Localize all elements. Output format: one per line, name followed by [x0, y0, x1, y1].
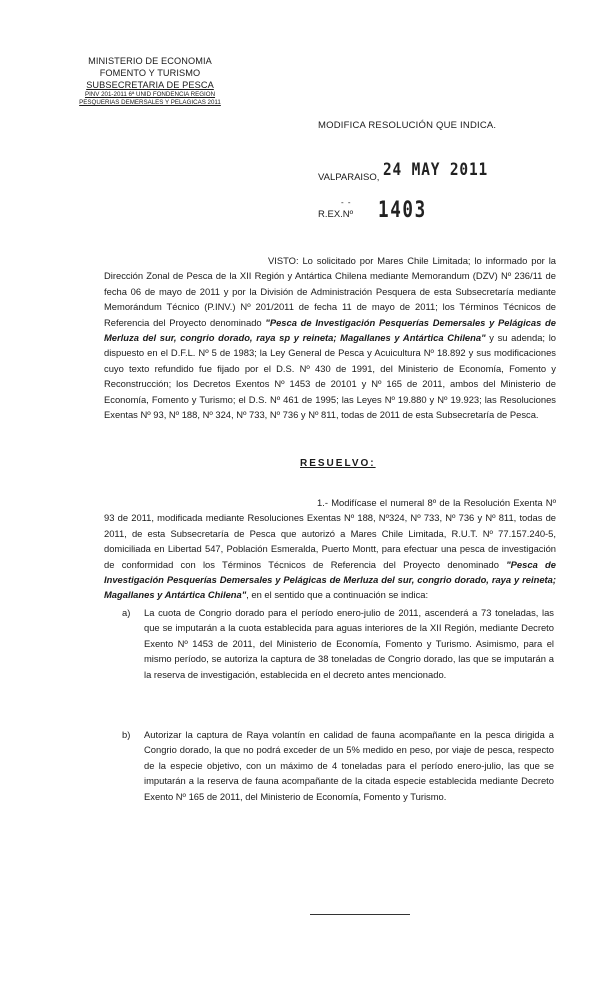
resolution-project-name: "Pesca de Investigación Pesquerías Demersales y Pelágicas de Merluza del sur, congrio dorado, raya y reineta; Magallanes y Antártica Chilena" — [104, 558, 557, 601]
rex-number: 1403 — [378, 198, 427, 223]
list-item — [122, 605, 554, 682]
item-letter: a) — [122, 607, 131, 618]
resuelvo-heading: RESUELVO: — [300, 458, 376, 469]
signature-line — [310, 914, 410, 915]
resolution-text-2: , en el sentido que a continuación se indica: — [246, 589, 429, 601]
item-text: Autorizar la captura de Raya volantín en calidad de fauna acompañante en la pesca dirigida a Congrio dorado, la que no podrá exceder de un 5% medido en peso, por viaje de pesca, respecto de la especie objetivo, con un máximo de 4 toneladas para el período enero-julio, las que se imputarán a la reserva de fauna acompañante de la citada especie establecida mediante Decreto Exento Nº 165 de 2011, del Ministerio de Economía, Fomento y Turismo. — [144, 729, 554, 802]
visto-text-1: VISTO: Lo solicitado por Mares Chile Limitada; lo informado por la Dirección Zonal de Pesca de la XII Región y Antártica Chilena mediante Memorandum (DZV) Nº 236/11 de fecha 06 de mayo de 2011 y por la División de Administración Pesquera de esta Subsecretaría mediante Memorándum Técnico (P.INV.) Nº 201/2011 de fecha 11 de mayo de 2011; los Términos Técnicos de Referencia del Proyecto denominado — [104, 255, 556, 328]
letterhead — [70, 55, 230, 107]
rex-label: R.EX.Nº — [318, 209, 354, 220]
ministry-name: MINISTERIO DE ECONOMIA — [88, 56, 212, 66]
reference-line-2: PESQUERIAS DEMERSALES Y PELAGICAS 2011 — [79, 99, 221, 106]
visto-paragraph — [104, 253, 556, 422]
document-title: MODIFICA RESOLUCIÓN QUE INDICA. — [318, 120, 497, 131]
reference-line: PINV 201-2011 6ª UNID FONDENCIA REGION — [84, 91, 216, 98]
subsecretaria-name: SUBSECRETARIA DE PESCA — [86, 80, 214, 90]
list-item — [122, 727, 554, 804]
rex-dash: - - — [341, 198, 352, 207]
item-text: La cuota de Congrio dorado para el período enero-julio de 2011, ascenderá a 73 toneladas, las que se imputarán a la cuota establecida para aguas interiores de la XII Región, mediante Decreto Exento Nº 1453 de 2011, del Ministerio de Economía, Fomento y Turismo. Asimismo, para el mismo período, se autoriza la captura de 38 toneladas de Congrio dorado, las que se imputarán a la reserva de investigación, establecida en el decreto antes mencionado. — [144, 607, 554, 680]
visto-project-name: "Pesca de Investigación Pesquerías Demersales y Pelágicas de Merluza del sur, congrio dorado, raya sp y reineta; Magallanes y Antártica Chilena" — [104, 316, 556, 344]
date-stamp: 24 MAY 2011 — [383, 160, 489, 180]
visto-text-2: y su adenda; lo dispuesto en el D.F.L. Nº 5 de 1983; la Ley General de Pesca y Acuicultura Nº 18.892 y sus modificaciones cuyo texto refundido fue fijado por el D.S. Nº 430 de 1991, del Ministerio de Economía, Fomento y Reconstrucción; los Decretos Exentos Nº 1453 de 20101 y Nº 165 de 2011, ambos del Ministerio de Economía, Fomento y Turismo; el D.S. Nº 461 de 1995; las Leyes Nº 19.880 y Nº 19.923; las Resoluciones Exentas Nº 93, Nº 188, Nº 324, Nº 733, Nº 736 y Nº 811, todas de 2011 de esta Subsecretaría de Pesca. — [104, 332, 556, 421]
item-letter: b) — [122, 729, 131, 740]
resolution-paragraph — [104, 495, 556, 603]
ministry-name-line2: FOMENTO Y TURISMO — [99, 68, 201, 78]
resolution-text-1: 1.- Modifícase el numeral 8º de la Resolución Exenta Nº 93 de 2011, modificada mediante Resoluciones Exentas Nº 188, Nº324, Nº 733, Nº 736 y Nº 811, todas de 2011, de esta Subsecretaría de Pesca que autorizó a Mares Chile Limitada, R.U.T. Nº 77.157.240-5, domiciliada en Libertad 547, Población Esmeralda, Puerto Montt, para efectuar una pesca de investigación de conformidad con los Términos Técnicos de Referencia del Proyecto denominado — [104, 497, 556, 570]
place-label: VALPARAISO, — [318, 172, 380, 183]
